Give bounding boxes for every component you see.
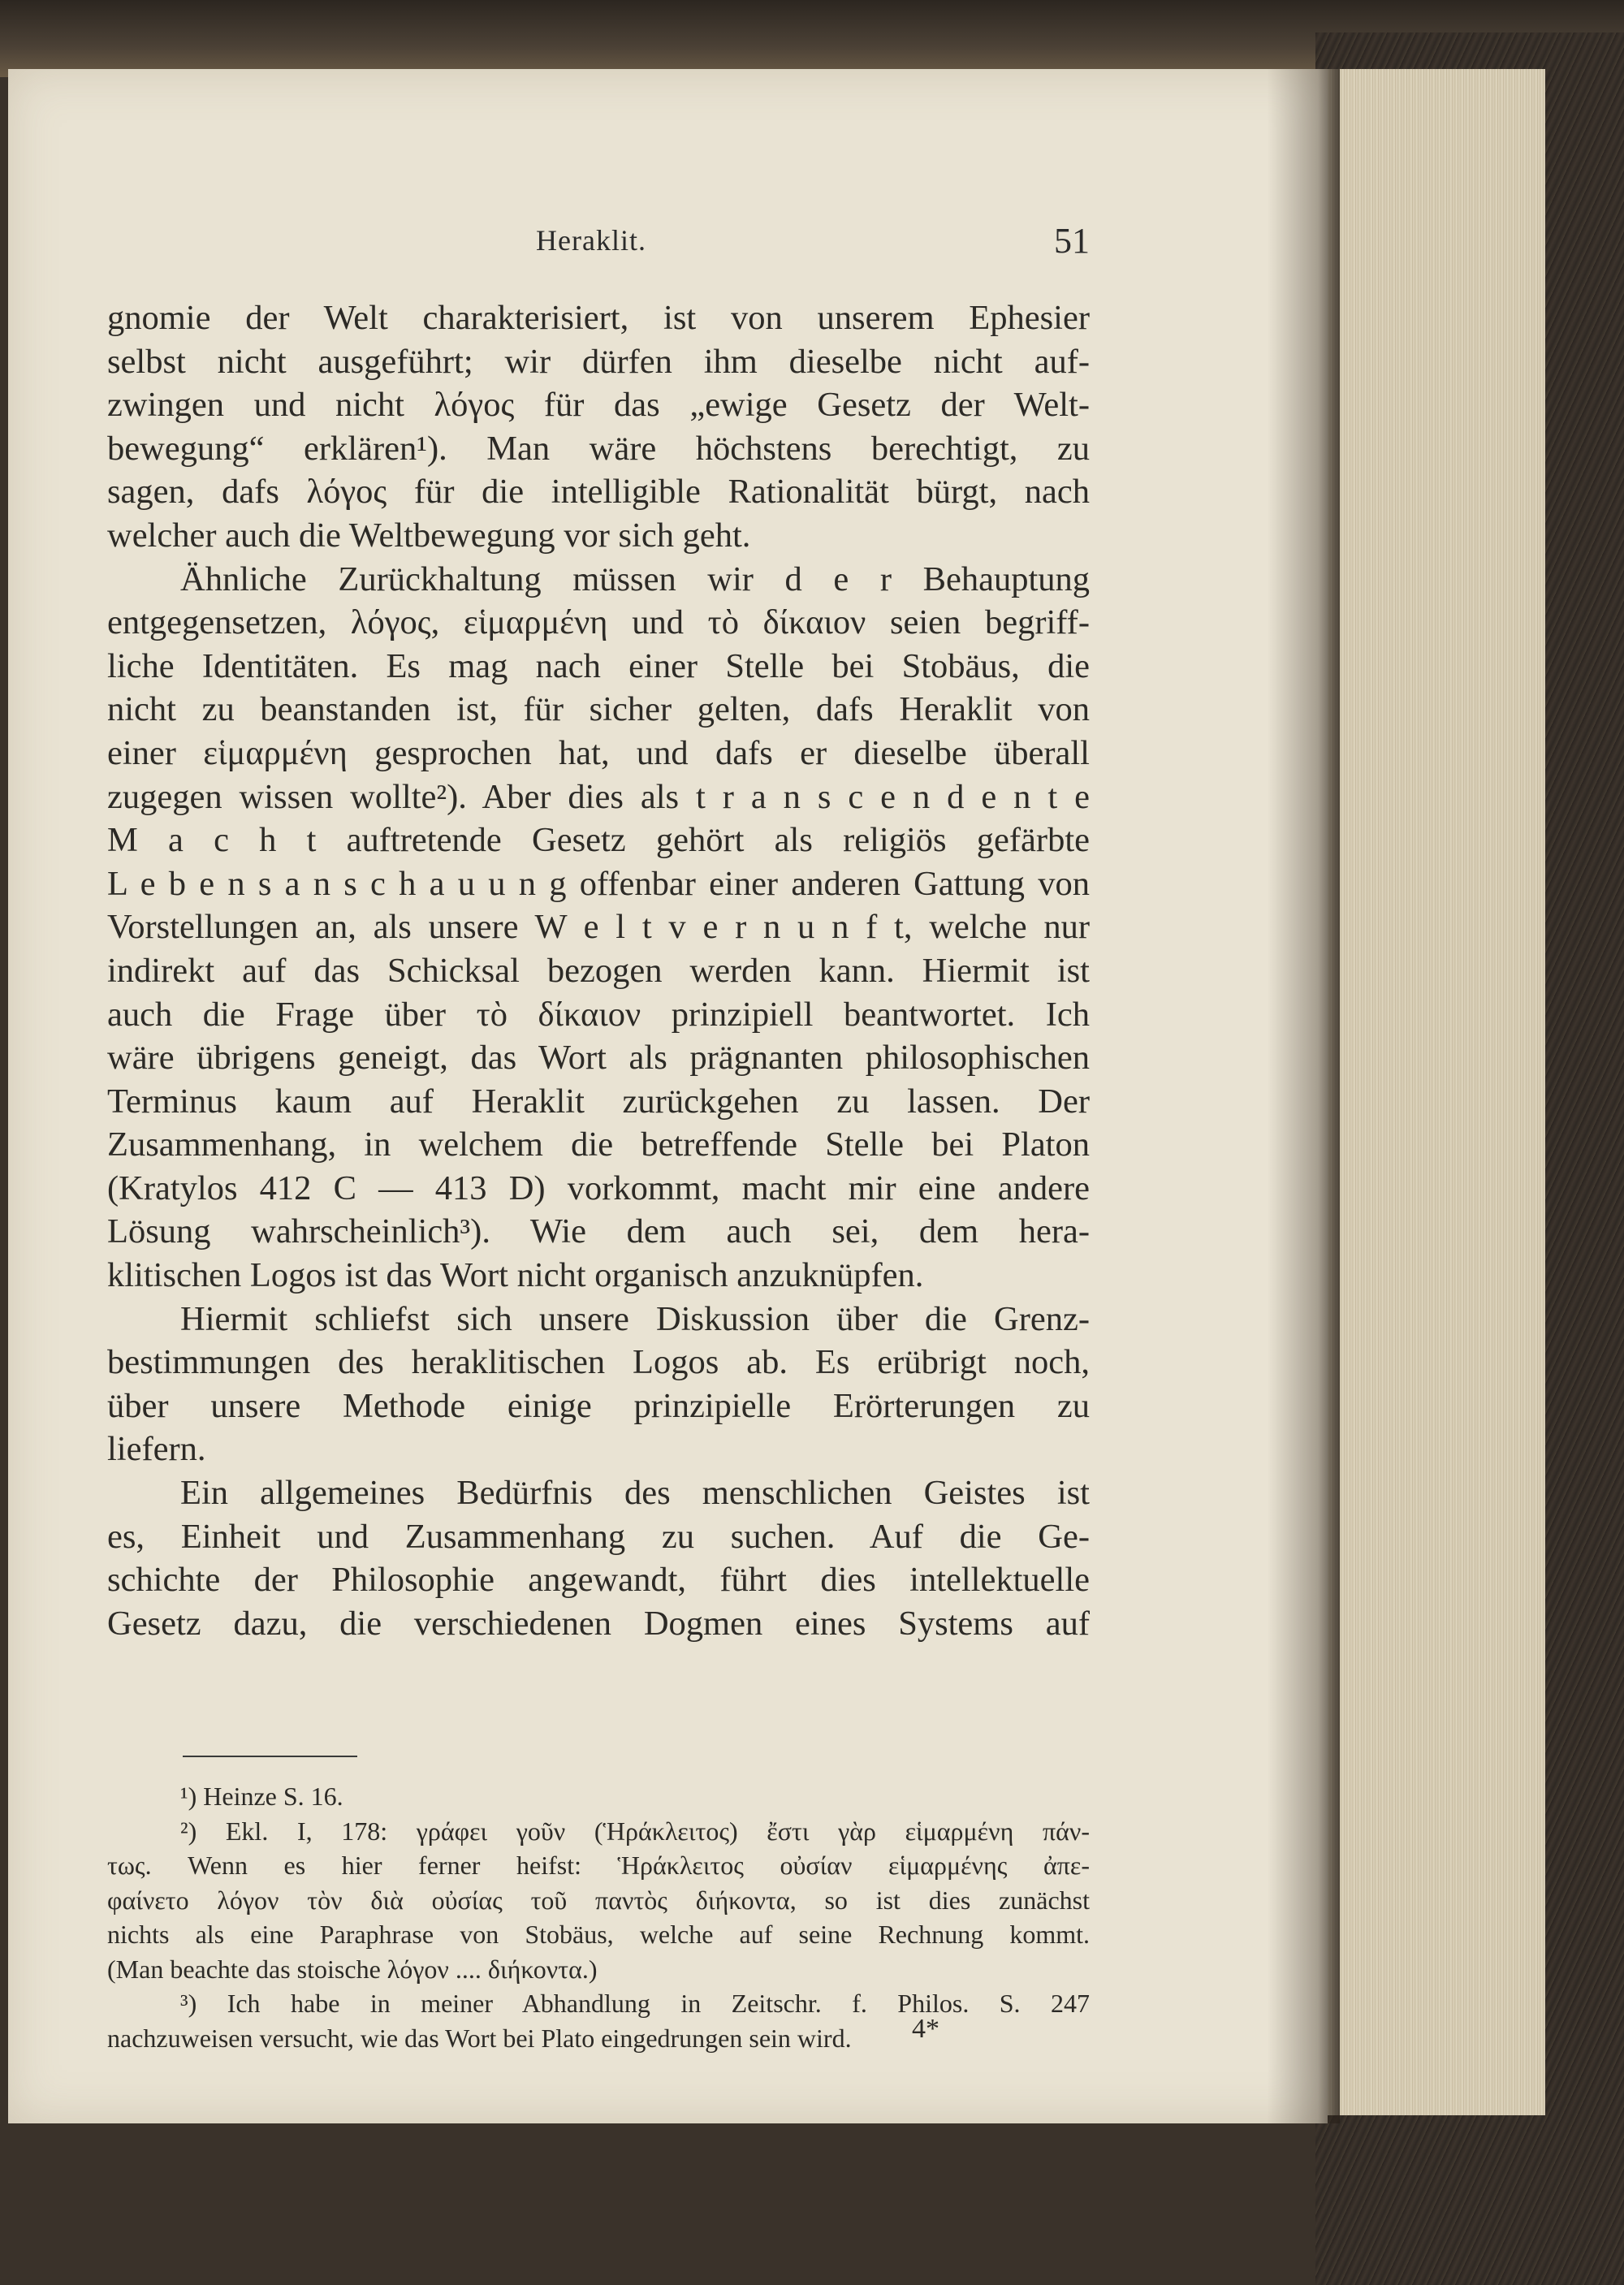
text-line: liche Identitäten. Es mag nach einer Stelle bei Stobäus, die	[107, 646, 1090, 685]
text-line: Vorstellungen an, als unsere W e l t v e r n u n f t, welche nur	[107, 908, 1090, 947]
text-line: bestimmungen des heraklitischen Logos ab. Es erübrigt noch,	[107, 1343, 1090, 1382]
text-line: (Kratylos 412 C — 413 D) vorkommt, macht mir eine andere	[107, 1168, 1090, 1207]
main-text	[107, 296, 1090, 1645]
text-line: L e b e n s a n s c h a u u n g offenbar einer anderen Gattung von	[107, 864, 1090, 903]
page-number: 51	[1054, 221, 1090, 261]
spine-shadow	[1267, 69, 1340, 2123]
footnote-rule	[183, 1756, 357, 1757]
text-line: es, Einheit und Zusammenhang zu suchen. Auf die Ge-	[107, 1517, 1090, 1556]
text-line: nicht zu beanstanden ist, für sicher gelten, dafs Heraklit von	[107, 690, 1090, 729]
text-line: Hiermit schliefst sich unsere Diskussion über die Grenz-	[180, 1299, 1090, 1338]
running-title: Heraklit.	[536, 224, 646, 257]
footnote-line: nichts als eine Paraphrase von Stobäus, welche auf seine Rechnung kommt.	[107, 1920, 1090, 1949]
text-line: auch die Frage über τὸ δίκαιον prinzipiell beantwortet. Ich	[107, 995, 1090, 1034]
text-line: Gesetz dazu, die verschiedenen Dogmen eines Systems auf	[107, 1604, 1090, 1643]
footnote-line: nachzuweisen versucht, wie das Wort bei Plato eingedrungen sein wird.	[107, 2023, 852, 2053]
text-line: welcher auch die Weltbewegung vor sich geht.	[107, 516, 751, 555]
footnote-line: φαίνετο λόγον τὸν διὰ οὐσίας τοῦ παντὸς διήκοντα, so ist dies zunächst	[107, 1885, 1090, 1915]
text-line: wäre übrigens geneigt, das Wort als prägnanten philosophischen	[107, 1039, 1090, 1078]
text-line: Ähnliche Zurückhaltung müssen wir d e r Behauptung	[180, 559, 1090, 598]
text-line: liefern.	[107, 1430, 206, 1469]
page-edges	[1320, 69, 1545, 2115]
footnotes	[107, 1779, 1090, 2055]
text-line: zugegen wissen wollte²). Aber dies als t r a n s c e n d e n t e	[107, 777, 1090, 816]
text-line: schichte der Philosophie angewandt, führt dies intellektuelle	[107, 1561, 1090, 1600]
text-line: bewegung“ erklären¹). Man wäre höchstens berechtigt, zu	[107, 429, 1090, 468]
text-line: sagen, dafs λόγος für die intelligible Rationalität bürgt, nach	[107, 473, 1090, 512]
text-line: entgegensetzen, λόγος, εἱμαρμένη und τὸ δίκαιον seien begriff-	[107, 603, 1090, 642]
footnote-line: (Man beachte das stoische λόγον .... διήκοντα.)	[107, 1954, 598, 1984]
text-line: einer εἱμαρμένη gesprochen hat, und dafs er dieselbe überall	[107, 733, 1090, 772]
book-page	[8, 69, 1328, 2123]
text-line: über unsere Methode einige prinzipielle Erörterungen zu	[107, 1386, 1090, 1425]
text-line: Ein allgemeines Bedürfnis des menschlichen Geistes ist	[180, 1474, 1090, 1513]
text-line: Terminus kaum auf Heraklit zurückgehen zu lassen. Der	[107, 1082, 1090, 1121]
text-line: klitischen Logos ist das Wort nicht organisch anzuknüpfen.	[107, 1256, 924, 1295]
signature-mark: 4*	[912, 2014, 939, 2044]
text-line: Zusammenhang, in welchem die betreffende Stelle bei Platon	[107, 1125, 1090, 1164]
footnote-line: τως. Wenn es hier ferner heifst: Ἡράκλειτος οὐσίαν εἱμαρμένης ἀπε-	[107, 1851, 1090, 1880]
footnote-line: ²) Ekl. I, 178: γράφει γοῦν (Ἡράκλειτος) ἔστι γὰρ εἱμαρμένη πάν-	[180, 1816, 1090, 1846]
running-header	[8, 223, 1328, 272]
text-line: selbst nicht ausgeführt; wir dürfen ihm dieselbe nicht auf-	[107, 342, 1090, 381]
text-line: zwingen und nicht λόγος für das „ewige Gesetz der Welt-	[107, 386, 1090, 425]
text-line: M a c h t auftretende Gesetz gehört als religiös gefärbte	[107, 821, 1090, 860]
footnote-line: ¹) Heinze S. 16.	[180, 1782, 343, 1811]
text-line: Lösung wahrscheinlich³). Wie dem auch sei, dem hera-	[107, 1212, 1090, 1251]
footnote-line: ³) Ich habe in meiner Abhandlung in Zeitschr. f. Philos. S. 247	[180, 1989, 1090, 2018]
text-line: gnomie der Welt charakterisiert, ist von unserem Ephesier	[107, 299, 1090, 337]
text-line: indirekt auf das Schicksal bezogen werden kann. Hiermit ist	[107, 951, 1090, 990]
